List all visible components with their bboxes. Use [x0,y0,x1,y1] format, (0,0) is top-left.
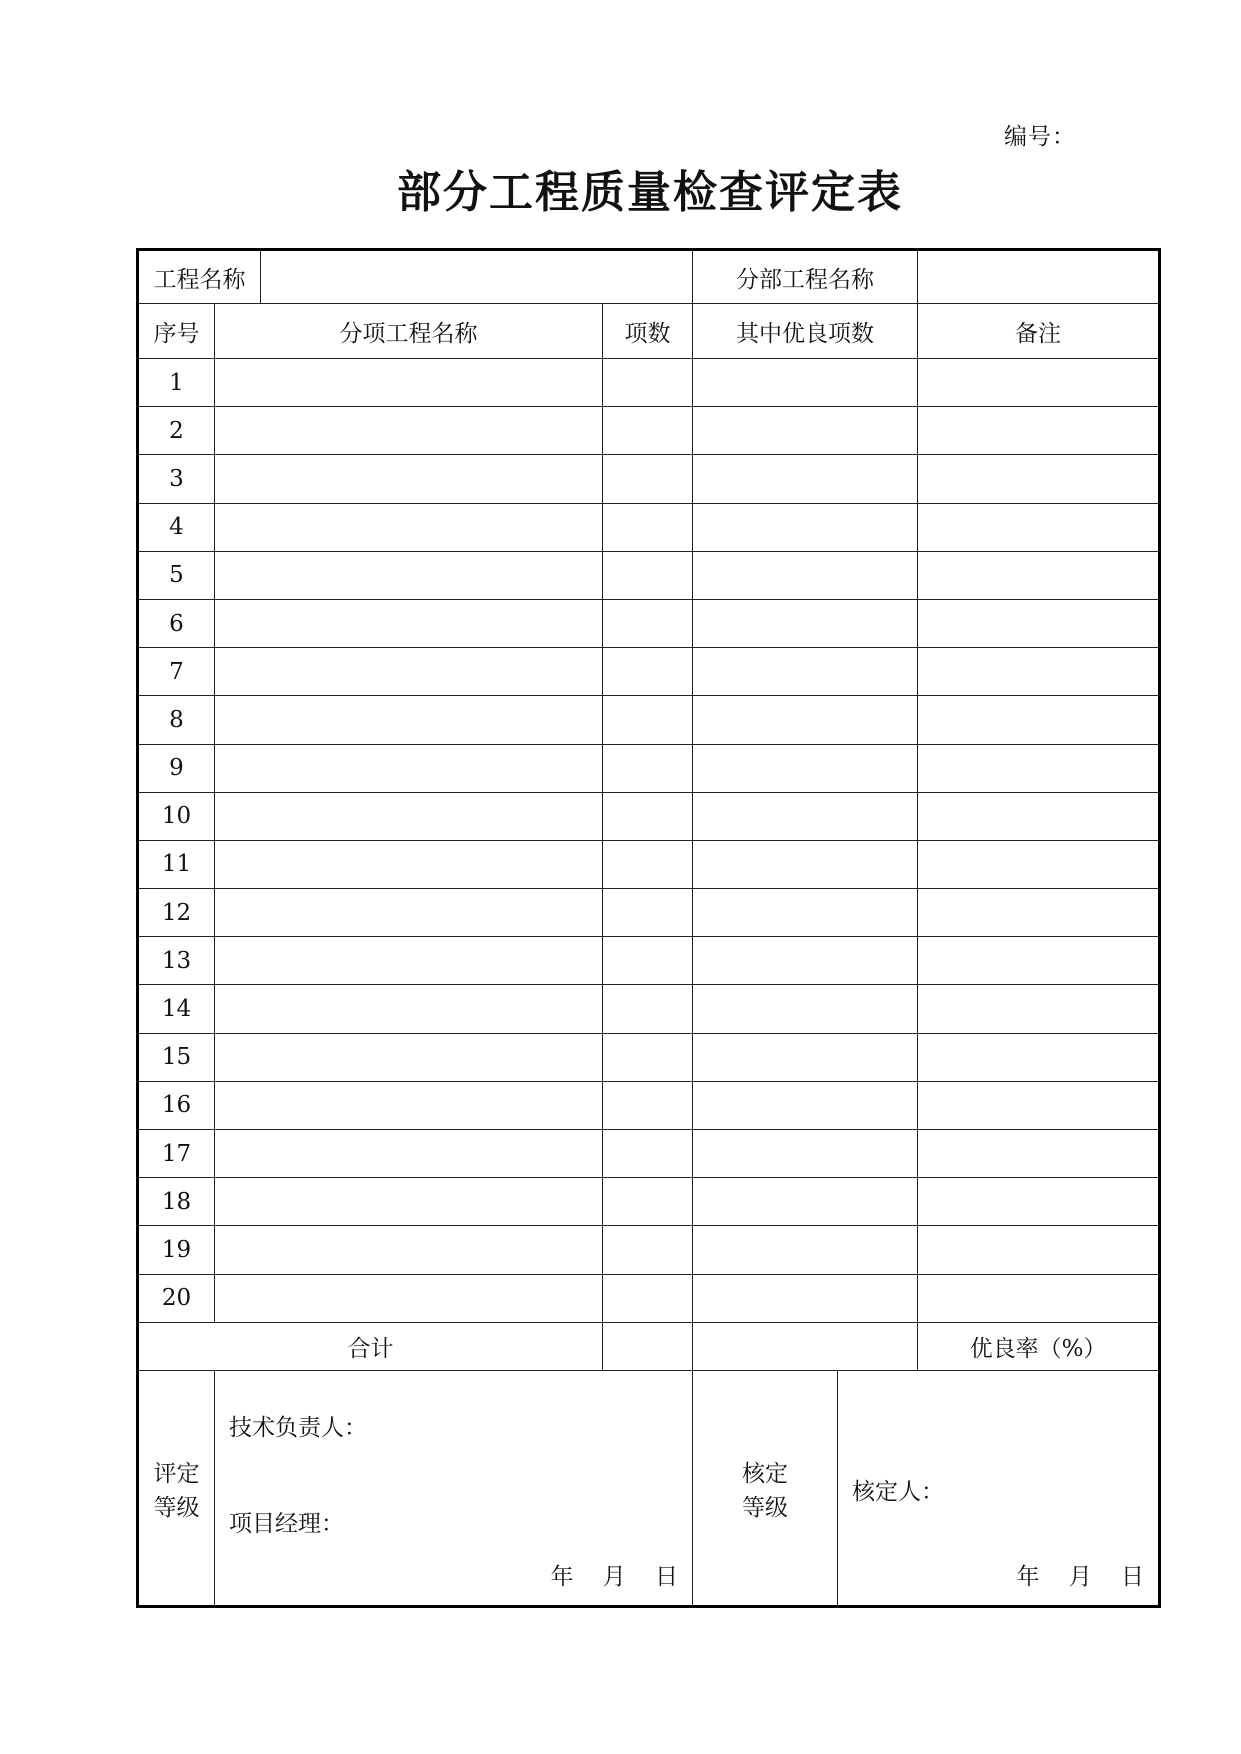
row-remarks-cell[interactable] [918,599,1160,647]
table-row [138,1274,1160,1322]
col-header-count: 项数 [603,304,693,359]
eval-grade-signature-area[interactable] [215,1370,693,1606]
document-title: 部分工程质量检查评定表 [397,167,903,218]
row-item-name-cell[interactable] [215,599,603,647]
row-excellent-cell[interactable] [693,1081,918,1129]
row-count-cell[interactable] [603,744,693,792]
row-seq: 15 [138,1033,215,1081]
table-row [138,1226,1160,1274]
quality-evaluation-table [136,248,1161,1608]
row-item-name-cell[interactable] [215,407,603,455]
row-seq: 9 [138,744,215,792]
col-header-item-name: 分项工程名称 [215,304,603,359]
row-item-name-cell[interactable] [215,937,603,985]
row-seq: 17 [138,1130,215,1178]
row-remarks-cell[interactable] [918,359,1160,407]
row-item-name-cell[interactable] [215,359,603,407]
total-row [138,1322,1160,1370]
row-remarks-cell[interactable] [918,792,1160,840]
row-remarks-cell[interactable] [918,696,1160,744]
table-row [138,744,1160,792]
col-header-remarks: 备注 [918,304,1160,359]
table-row [138,648,1160,696]
table-row [138,1178,1160,1226]
row-seq: 8 [138,696,215,744]
row-excellent-cell[interactable] [693,1033,918,1081]
row-remarks-cell[interactable] [918,455,1160,503]
total-count-cell[interactable] [603,1322,693,1370]
verify-grade-line2: 等级 [742,1494,788,1521]
row-count-cell[interactable] [603,1226,693,1274]
row-seq: 14 [138,985,215,1033]
row-seq: 10 [138,792,215,840]
col-header-seq: 序号 [138,304,215,359]
row-count-cell[interactable] [603,1130,693,1178]
row-count-cell[interactable] [603,792,693,840]
row-excellent-cell[interactable] [693,840,918,888]
row-count-cell[interactable] [603,1274,693,1322]
row-item-name-cell[interactable] [215,840,603,888]
row-count-cell[interactable] [603,840,693,888]
row-excellent-cell[interactable] [693,937,918,985]
table-row [138,599,1160,647]
eval-grade-line2: 等级 [153,1494,200,1521]
row-item-name-cell[interactable] [215,503,603,551]
row-item-name-cell[interactable] [215,1081,603,1129]
row-count-cell[interactable] [603,1178,693,1226]
row-item-name-cell[interactable] [215,1274,603,1322]
row-count-cell[interactable] [603,1081,693,1129]
row-remarks-cell[interactable] [918,407,1160,455]
row-count-cell[interactable] [603,407,693,455]
row-seq: 16 [138,1081,215,1129]
row-remarks-cell[interactable] [918,937,1160,985]
data-rows [138,359,1160,1323]
table-row [138,503,1160,551]
total-label: 合计 [138,1322,603,1370]
row-seq: 5 [138,551,215,599]
project-name-field[interactable] [261,250,693,304]
row-remarks-cell[interactable] [918,551,1160,599]
col-header-excellent: 其中优良项数 [693,304,918,359]
row-excellent-cell[interactable] [693,1178,918,1226]
row-count-cell[interactable] [603,937,693,985]
row-count-cell[interactable] [603,985,693,1033]
verifier-label: 核定人： [852,1478,944,1505]
row-excellent-cell[interactable] [693,1130,918,1178]
row-remarks-cell[interactable] [918,648,1160,696]
row-count-cell[interactable] [603,455,693,503]
table-row [138,937,1160,985]
row-count-cell[interactable] [603,696,693,744]
row-item-name-cell[interactable] [215,1130,603,1178]
sub-project-name-label: 分部工程名称 [693,250,918,304]
row-seq: 3 [138,455,215,503]
sub-project-name-field[interactable] [918,250,1160,304]
row-remarks-cell[interactable] [918,1178,1160,1226]
verify-grade-line1: 核定 [742,1460,788,1487]
row-item-name-cell[interactable] [215,455,603,503]
row-seq: 7 [138,648,215,696]
row-seq: 20 [138,1274,215,1322]
row-excellent-cell[interactable] [693,648,918,696]
row-count-cell[interactable] [603,648,693,696]
row-count-cell[interactable] [603,1033,693,1081]
total-excellent-cell[interactable] [693,1322,918,1370]
table-row [138,1033,1160,1081]
row-item-name-cell[interactable] [215,1178,603,1226]
row-excellent-cell[interactable] [693,455,918,503]
row-remarks-cell[interactable] [918,1226,1160,1274]
eval-grade-label [138,1370,215,1606]
project-manager-label: 项目经理： [229,1510,344,1537]
row-excellent-cell[interactable] [693,889,918,937]
project-info-row [138,250,1160,304]
table-row [138,1130,1160,1178]
row-remarks-cell[interactable] [918,1081,1160,1129]
row-remarks-cell[interactable] [918,889,1160,937]
grade-row [138,1370,1160,1606]
table-row [138,551,1160,599]
table-row [138,455,1160,503]
row-item-name-cell[interactable] [215,551,603,599]
table-row [138,985,1160,1033]
row-remarks-cell[interactable] [918,985,1160,1033]
row-excellent-cell[interactable] [693,407,918,455]
row-item-name-cell[interactable] [215,985,603,1033]
row-excellent-cell[interactable] [693,792,918,840]
eval-date: 年 月 日 [550,1563,678,1590]
row-remarks-cell[interactable] [918,1274,1160,1322]
row-count-cell[interactable] [603,551,693,599]
row-item-name-cell[interactable] [215,744,603,792]
row-count-cell[interactable] [603,889,693,937]
row-excellent-cell[interactable] [693,551,918,599]
row-excellent-cell[interactable] [693,1226,918,1274]
row-seq: 13 [138,937,215,985]
row-excellent-cell[interactable] [693,1274,918,1322]
eval-grade-line1: 评定 [153,1460,200,1487]
tech-lead-label: 技术负责人： [229,1414,367,1441]
row-seq: 18 [138,1178,215,1226]
row-item-name-cell[interactable] [215,648,603,696]
row-seq: 19 [138,1226,215,1274]
row-item-name-cell[interactable] [215,792,603,840]
row-item-name-cell[interactable] [215,696,603,744]
row-count-cell[interactable] [603,503,693,551]
row-count-cell[interactable] [603,359,693,407]
row-remarks-cell[interactable] [918,1033,1160,1081]
excellent-rate-label: 优良率（%） [918,1322,1160,1370]
table-row [138,889,1160,937]
project-name-label: 工程名称 [138,250,261,304]
row-remarks-cell[interactable] [918,503,1160,551]
table-row [138,840,1160,888]
row-item-name-cell[interactable] [215,889,603,937]
row-seq: 2 [138,407,215,455]
column-header-row [138,304,1160,359]
verify-grade-label [693,1370,838,1606]
table-row [138,407,1160,455]
row-excellent-cell[interactable] [693,744,918,792]
row-seq: 6 [138,599,215,647]
table-row [138,1081,1160,1129]
row-item-name-cell[interactable] [215,1033,603,1081]
row-seq: 4 [138,503,215,551]
verify-signature-area[interactable] [838,1370,1160,1606]
row-seq: 12 [138,889,215,937]
row-excellent-cell[interactable] [693,599,918,647]
row-remarks-cell[interactable] [918,840,1160,888]
verify-date: 年 月 日 [1016,1563,1144,1590]
row-count-cell[interactable] [603,599,693,647]
row-seq: 11 [138,840,215,888]
row-remarks-cell[interactable] [918,1130,1160,1178]
row-excellent-cell[interactable] [693,985,918,1033]
row-seq: 1 [138,359,215,407]
table-row [138,792,1160,840]
row-excellent-cell[interactable] [693,696,918,744]
table-row [138,696,1160,744]
document-number-label: 编号： [1004,124,1076,150]
table-row [138,359,1160,407]
row-excellent-cell[interactable] [693,503,918,551]
row-excellent-cell[interactable] [693,359,918,407]
row-remarks-cell[interactable] [918,744,1160,792]
row-item-name-cell[interactable] [215,1226,603,1274]
